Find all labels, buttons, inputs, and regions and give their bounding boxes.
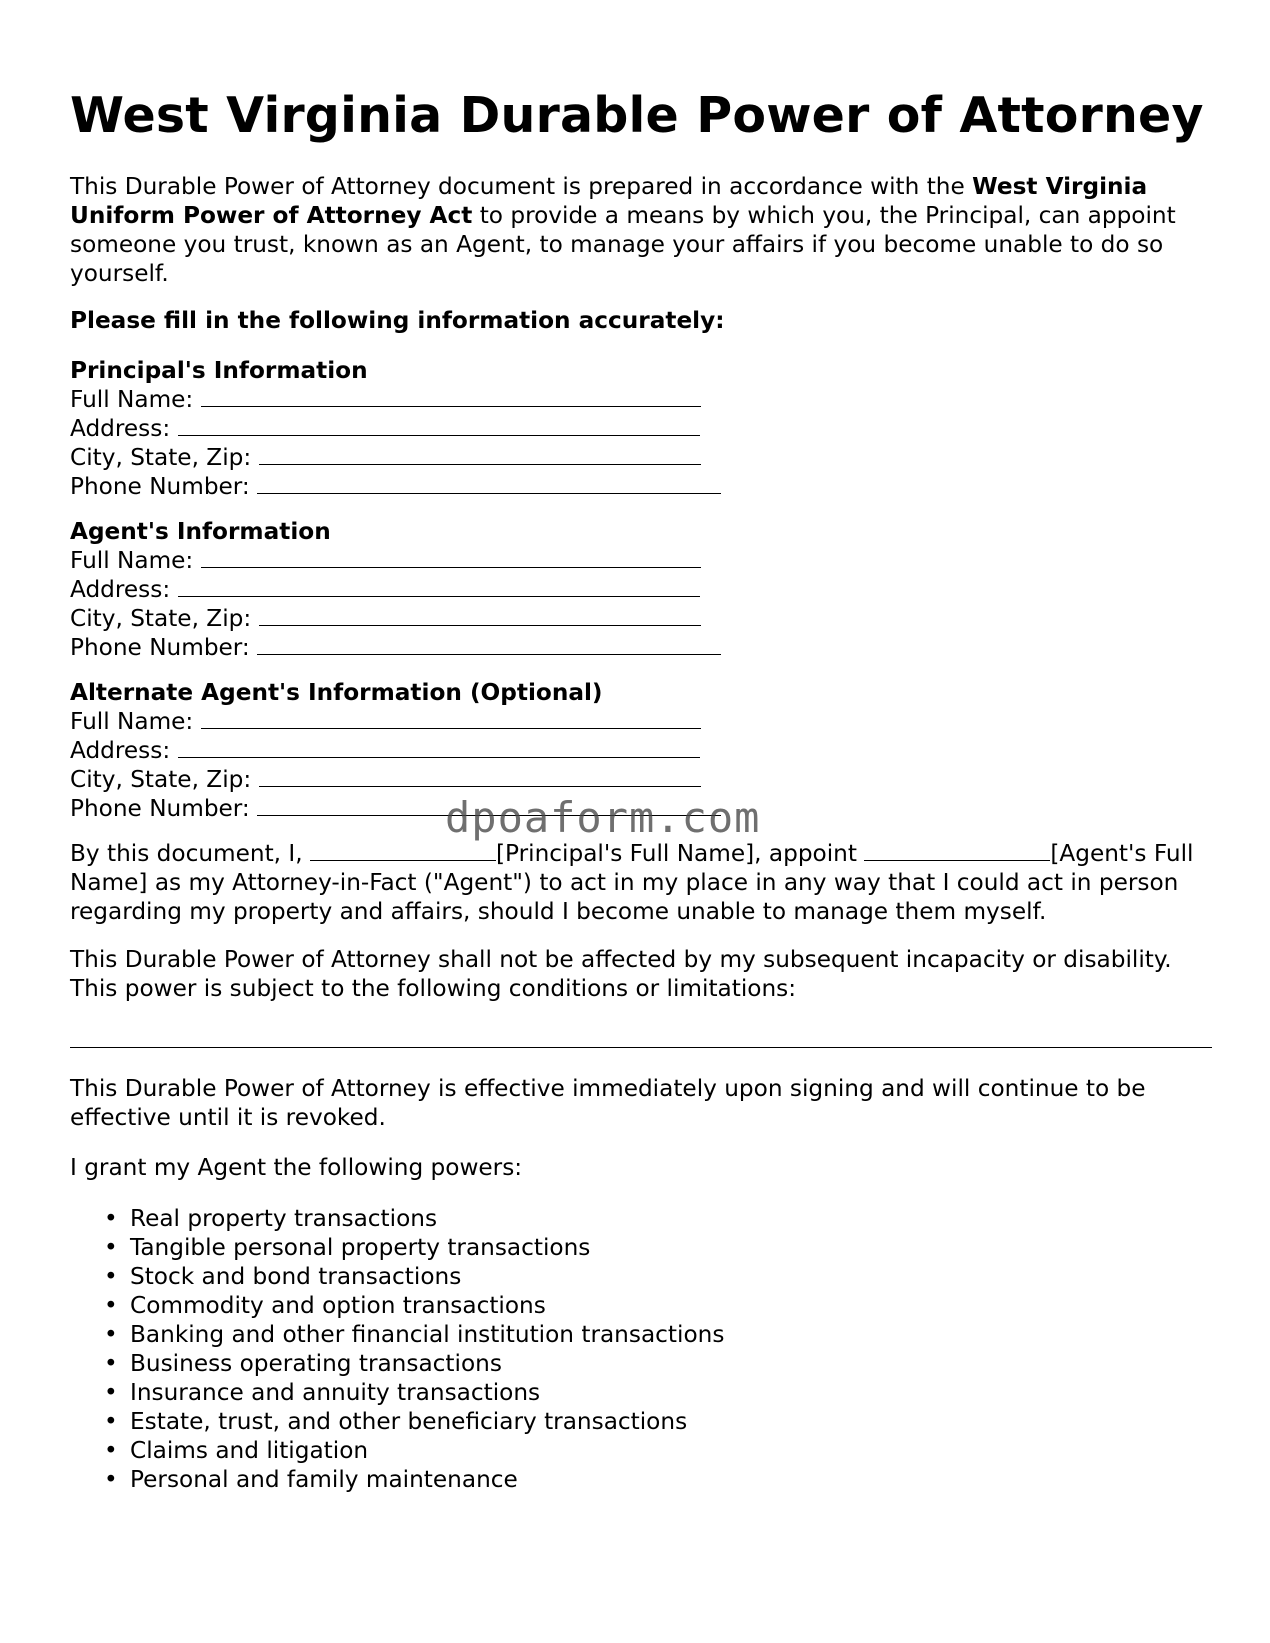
blank-line[interactable]: [178, 414, 700, 436]
agent-address-field[interactable]: [70, 575, 1210, 604]
power-label: Commodity and option transactions: [130, 1292, 546, 1319]
field-label: City, State, Zip:: [70, 766, 252, 793]
field-label: City, State, Zip:: [70, 444, 252, 471]
appointment-text: By this document, I,: [70, 840, 310, 867]
alternate-full-name-field[interactable]: [70, 707, 1210, 736]
power-label: Personal and family maintenance: [130, 1466, 518, 1493]
power-label: Stock and bond transactions: [130, 1263, 462, 1290]
bullet-icon: •: [104, 1234, 118, 1261]
bullet-icon: •: [104, 1321, 118, 1348]
blank-line[interactable]: [178, 575, 700, 597]
conditions-blank-line[interactable]: [70, 1047, 1212, 1048]
power-label: Insurance and annuity transactions: [130, 1379, 541, 1406]
list-item: [104, 1378, 1210, 1407]
power-label: Tangible personal property transactions: [130, 1234, 591, 1261]
section-heading: Alternate Agent's Information (Optional): [70, 679, 603, 706]
principal-address-field[interactable]: [70, 414, 1210, 443]
power-label: Estate, trust, and other beneficiary transactions: [130, 1408, 688, 1435]
power-label: Banking and other financial institution transactions: [130, 1321, 725, 1348]
agent-name-placeholder: [Agent's Full Name] as my Attorney-in-Fact ("Agent") to act in my place in any way that I could act in person regarding my property and affairs, should I become unable to manage them myself.: [70, 840, 1194, 925]
appointment-paragraph: [70, 839, 1210, 926]
list-item: [104, 1262, 1210, 1291]
intro-text-1: This Durable Power of Attorney document is prepared in accordance with the: [70, 173, 973, 200]
bullet-icon: •: [104, 1205, 118, 1232]
section-heading: Principal's Information: [70, 357, 368, 384]
bullet-icon: •: [104, 1437, 118, 1464]
principal-phone-field[interactable]: [70, 472, 1210, 501]
blank-line[interactable]: [201, 546, 701, 568]
field-label: Address:: [70, 415, 171, 442]
field-label: Phone Number:: [70, 473, 250, 500]
blank-line[interactable]: [257, 633, 721, 655]
powers-list: [70, 1204, 1210, 1494]
list-item: [104, 1233, 1210, 1262]
intro-text-2: to provide a means by which you, the Principal, can appoint someone you trust, known as an Agent, to manage your affairs if you become unable to do so yourself.: [70, 202, 1176, 287]
agent-name-blank[interactable]: [864, 839, 1050, 861]
blank-line[interactable]: [201, 385, 701, 407]
field-label: Address:: [70, 737, 171, 764]
blank-line[interactable]: [259, 604, 701, 626]
principal-city-state-zip-field[interactable]: [70, 443, 1210, 472]
bullet-icon: •: [104, 1263, 118, 1290]
field-label: Phone Number:: [70, 795, 250, 822]
bullet-icon: •: [104, 1379, 118, 1406]
field-label: Phone Number:: [70, 634, 250, 661]
blank-line[interactable]: [201, 707, 701, 729]
agent-phone-field[interactable]: [70, 633, 1210, 662]
intro-paragraph: [70, 172, 1210, 288]
effective-paragraph: This Durable Power of Attorney is effective immediately upon signing and will continue to be effective until it is revoked.: [70, 1075, 1146, 1131]
power-label: Claims and litigation: [130, 1437, 369, 1464]
principal-name-placeholder: [Principal's Full Name], appoint: [496, 840, 865, 867]
field-label: Full Name:: [70, 547, 194, 574]
list-item: [104, 1291, 1210, 1320]
blank-line[interactable]: [257, 472, 721, 494]
list-item: [104, 1436, 1210, 1465]
section-heading: Agent's Information: [70, 518, 331, 545]
alternate-city-state-zip-field[interactable]: [70, 765, 1210, 794]
act-name: West Virginia Uniform Power of Attorney Act: [70, 173, 1148, 229]
list-item: [104, 1204, 1210, 1233]
grant-intro: I grant my Agent the following powers:: [70, 1154, 523, 1181]
power-label: Real property transactions: [130, 1205, 438, 1232]
blank-line[interactable]: [178, 736, 700, 758]
bullet-icon: •: [104, 1350, 118, 1377]
list-item: [104, 1320, 1210, 1349]
principal-section: [70, 356, 1210, 501]
durability-paragraph: This Durable Power of Attorney shall not be affected by my subsequent incapacity or disability. This power is subject to the following conditions or limitations:: [70, 946, 1172, 1002]
alternate-address-field[interactable]: [70, 736, 1210, 765]
agent-section: [70, 517, 1210, 662]
blank-line[interactable]: [259, 443, 701, 465]
list-item: [104, 1349, 1210, 1378]
agent-full-name-field[interactable]: [70, 546, 1210, 575]
field-label: Full Name:: [70, 386, 194, 413]
principal-full-name-field[interactable]: [70, 385, 1210, 414]
power-label: Business operating transactions: [130, 1350, 502, 1377]
bullet-icon: •: [104, 1408, 118, 1435]
blank-line[interactable]: [259, 765, 701, 787]
field-label: Address:: [70, 576, 171, 603]
page-title: West Virginia Durable Power of Attorney: [70, 87, 1204, 144]
fill-instruction: Please fill in the following information accurately:: [70, 307, 725, 334]
list-item: [104, 1465, 1210, 1494]
list-item: [104, 1407, 1210, 1436]
bullet-icon: •: [104, 1292, 118, 1319]
field-label: City, State, Zip:: [70, 605, 252, 632]
agent-city-state-zip-field[interactable]: [70, 604, 1210, 633]
bullet-icon: •: [104, 1466, 118, 1493]
watermark: dpoaform.com: [445, 793, 761, 842]
field-label: Full Name:: [70, 708, 194, 735]
